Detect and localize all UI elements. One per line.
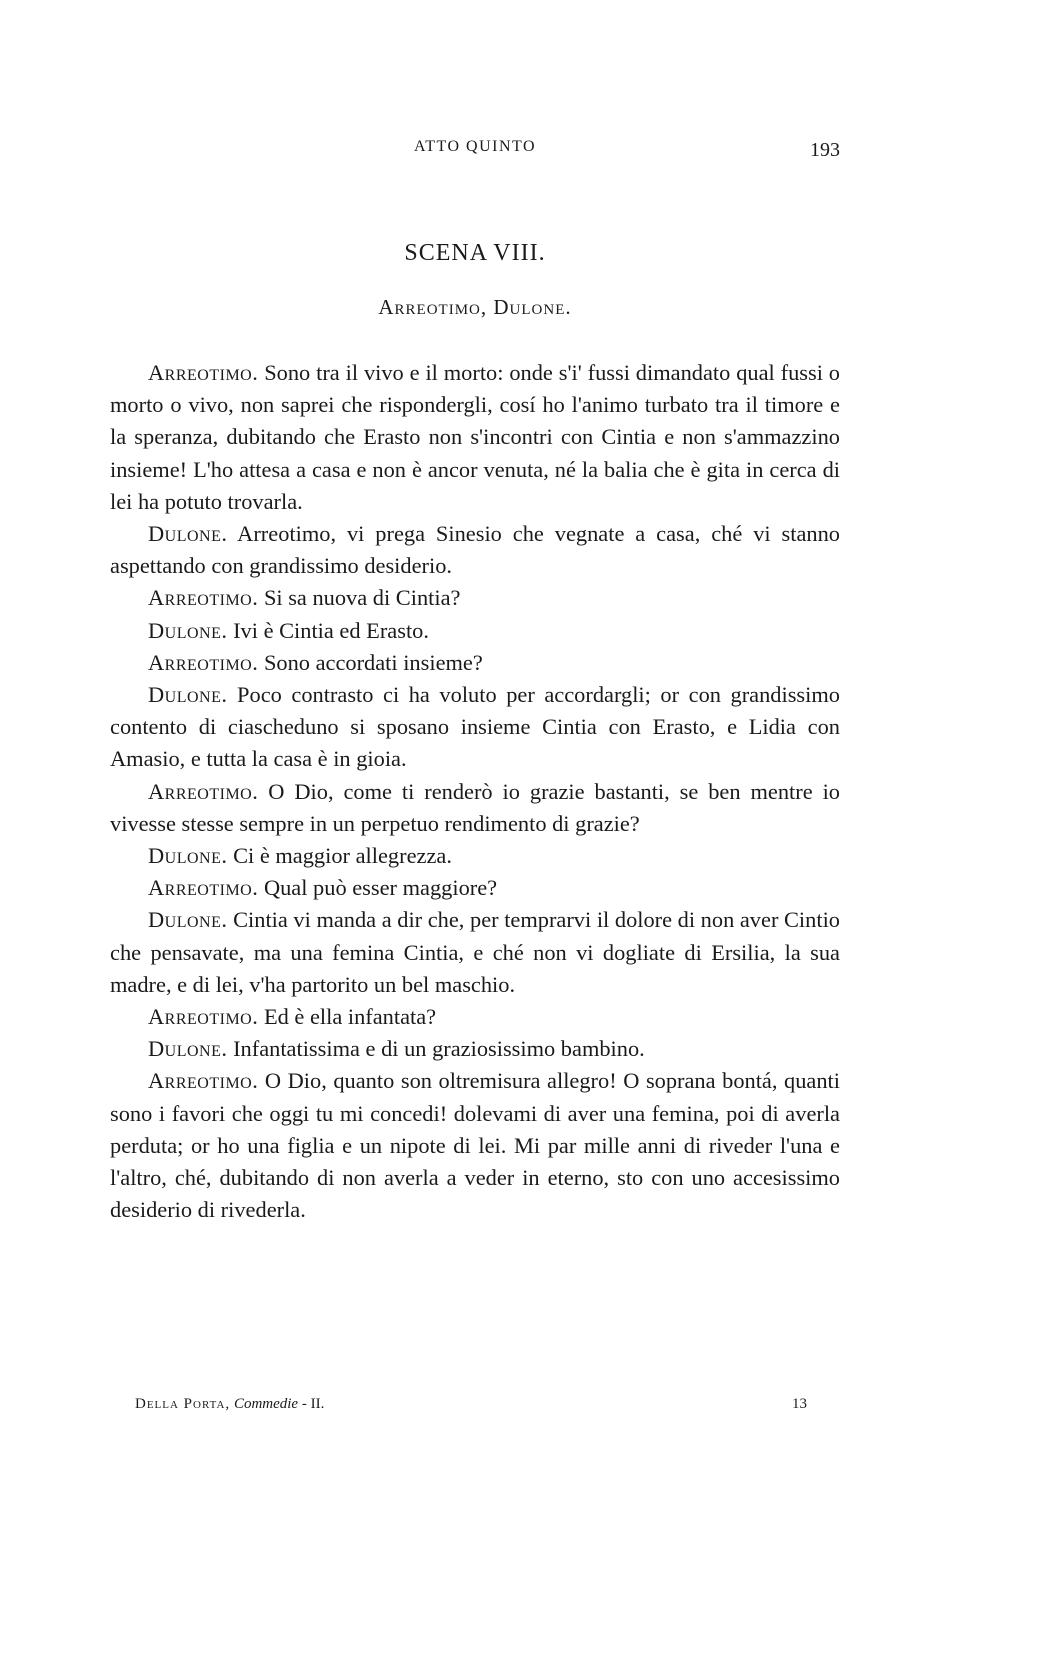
signature-number: 13 [792,1396,807,1412]
dialogue [110,357,840,1226]
speech-text: Qual può esser maggiore? [263,875,498,901]
speech-text: Cintia vi manda a dir che, per temprarvi il dolore di non aver Cintio che pensavate, ma una femina Cintia, e ché non vi dogliate di Ersilia, la sua madre, e di lei, v'ha partorito un bel maschio. [110,907,840,997]
speech-text: Sono tra il vivo e il morto: onde s'i' fussi dimandato qual fussi o morto o vivo, non saprei che rispondergli, cosí ho l'animo turbato tra il timore e la speranza, dubitando che Erasto non s'incontri con Cintia e non s'ammazzino insieme! L'ho attesa a casa e non è ancor venuta, né la balia che è gita in cerca di lei ha potuto trovarla. [110,360,840,514]
speech [110,518,840,582]
speech-text: Ed è ella infantata? [263,1004,437,1030]
speech-text: Si sa nuova di Cintia? [263,585,461,611]
scene-characters: Arreotimo, Dulone. [378,295,572,319]
speaker-name: Arreotimo. [148,778,259,804]
page-number: 193 [810,139,840,161]
speaker-name: Dulone. [148,843,228,869]
speech-text: Poco contrasto ci ha voluto per accordargli; or con grandissimo contento di ciascheduno si sposano insieme Cintia con Erasto, e Lidia con Amasio, e tutta la casa è in gioia. [110,682,840,772]
speaker-name: Arreotimo. [148,1004,259,1030]
speaker-name: Arreotimo. [148,875,259,901]
speech [110,1065,840,1226]
speech-text: Ci è maggior allegrezza. [233,843,452,869]
speaker-name: Dulone. [148,1036,228,1062]
footer-author: Della Porta, [135,1396,231,1412]
speech [110,582,840,614]
speaker-name: Arreotimo. [148,1068,259,1094]
page-footer [135,1396,807,1420]
speech [110,1033,840,1065]
speech-text: Ivi è Cintia ed Erasto. [233,617,429,643]
speech [110,679,840,776]
speech-text: Sono accordati insieme? [263,649,483,675]
speech-text: Infantatissima e di un graziosissimo bambino. [233,1036,645,1062]
speaker-name: Arreotimo. [148,585,259,611]
speaker-name: Dulone. [148,521,228,547]
speech-text: Arreotimo, vi prega Sinesio che vegnate a casa, ché vi stanno aspettando con grandissimo desiderio. [110,521,840,579]
speaker-name: Arreotimo. [148,360,259,385]
running-head [110,138,840,168]
speech [110,647,840,679]
speech [110,1001,840,1033]
speech [110,776,840,840]
speech [110,872,840,904]
running-title: ATTO QUINTO [413,138,537,155]
footer-volume: - II. [301,1396,325,1412]
speech-text: O Dio, come ti renderò io grazie bastanti, se ben mentre io vivesse stesse sempre in un perpetuo rendimento di grazie? [110,778,840,836]
speaker-name: Dulone. [148,907,228,933]
speech [110,357,840,518]
speech [110,615,840,647]
scene-title: SCENA VIII. [404,240,546,266]
speaker-name: Dulone. [148,617,228,643]
speaker-name: Arreotimo. [148,649,259,675]
speech-text: O Dio, quanto son oltremisura allegro! O soprana bontá, quanti sono i favori che oggi tu mi concedi! dolevami di aver una femina, poi di averla perduta; or ho una figlia e un nipote di lei. Mi par mille anni di riveder l'una e l'altro, ché, dubitando di non averla a veder in eterno, sto con uno accesissimo desiderio di rivederla. [110,1068,840,1223]
footer-work-title: Commedie [233,1396,299,1412]
speaker-name: Dulone. [148,682,228,708]
speech [110,904,840,1001]
speech [110,840,840,872]
